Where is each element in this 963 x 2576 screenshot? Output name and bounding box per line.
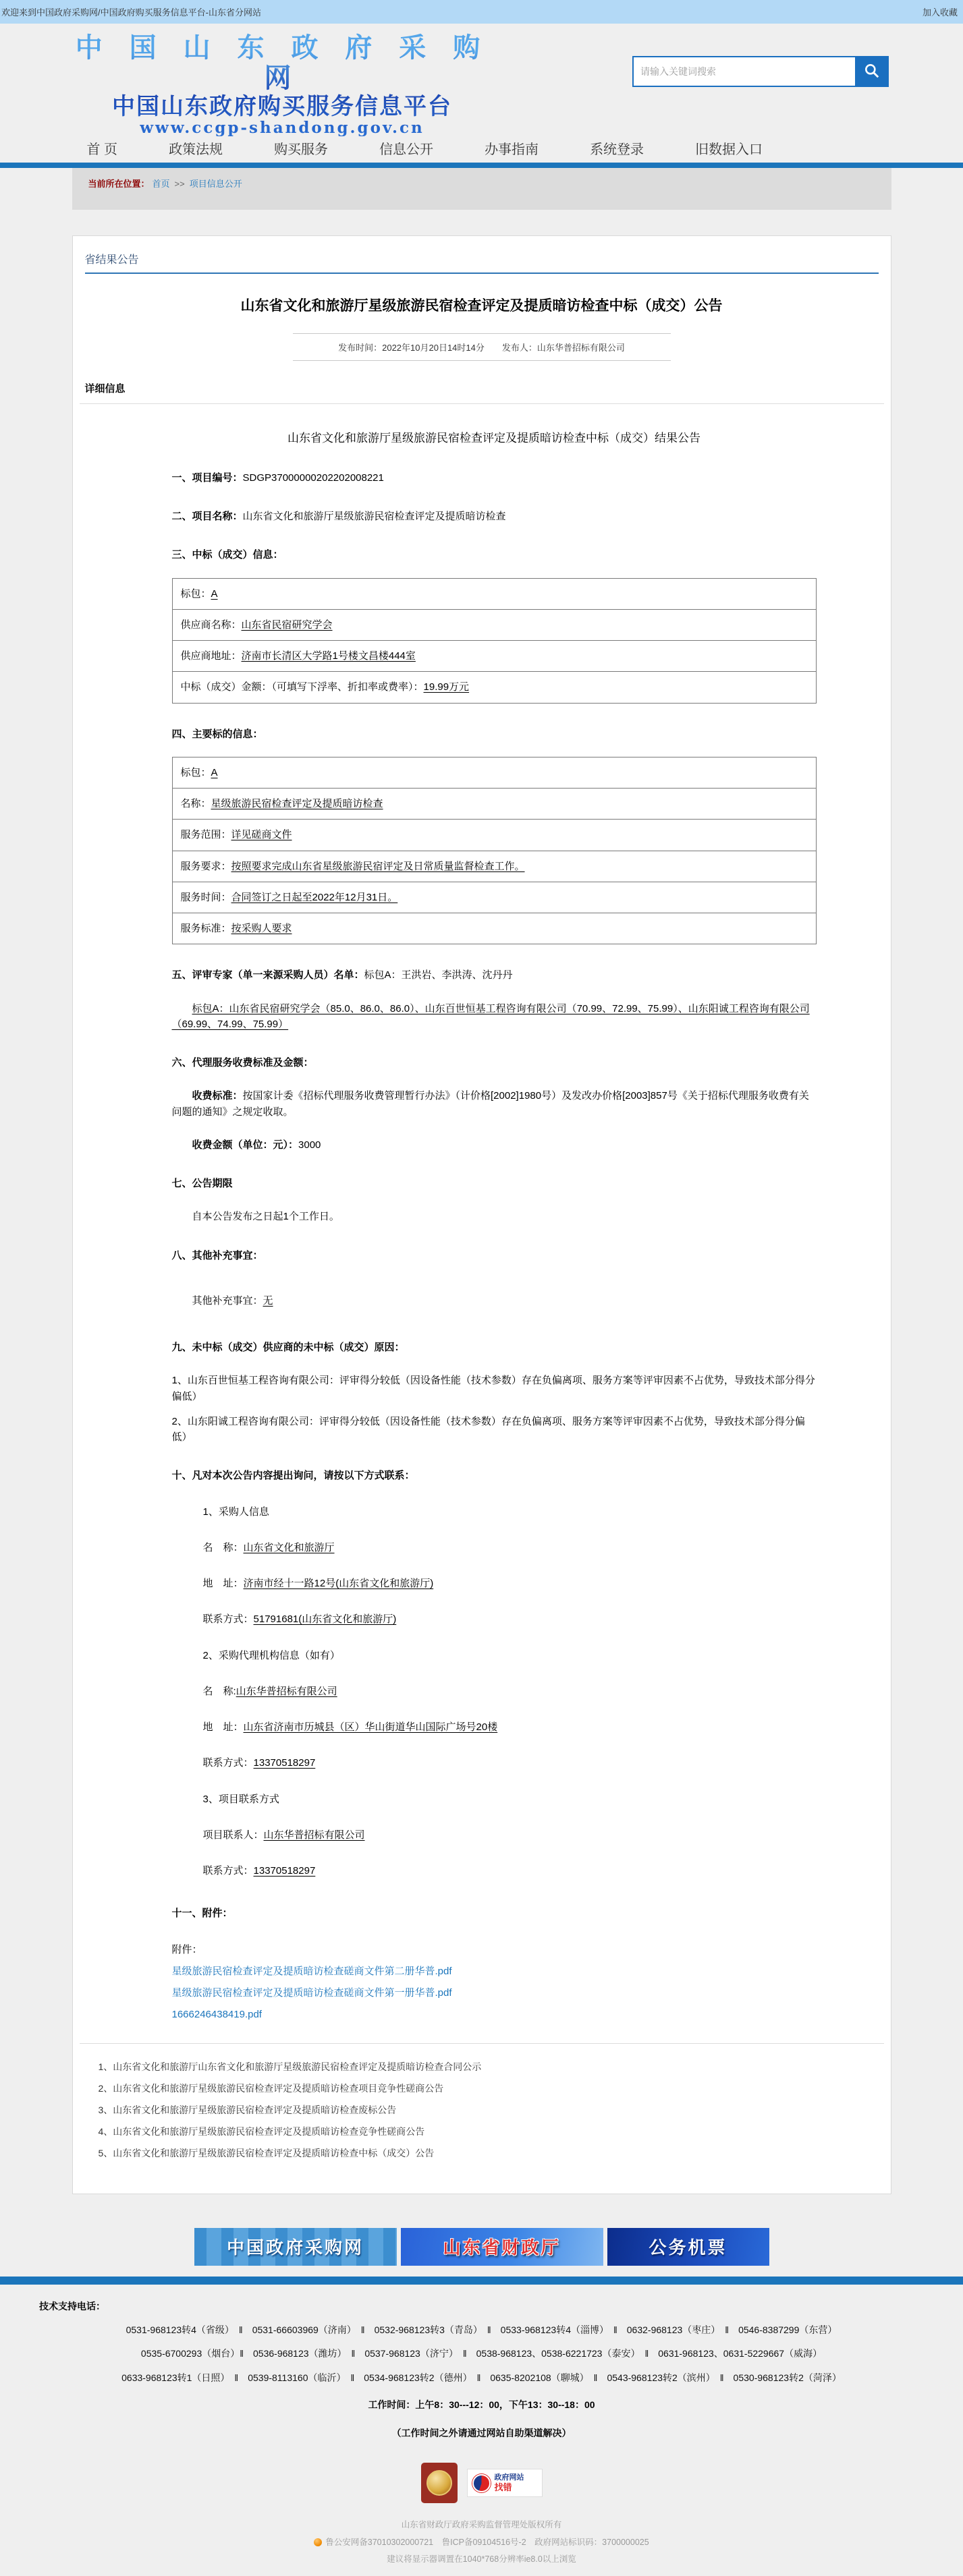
banner-official-ticket[interactable]: 公务机票 [607, 2228, 769, 2266]
table-row: 服务要求：按照要求完成山东省星级旅游民宿评定及日常质量监督检查工作。 [172, 851, 816, 882]
copyright-text: 山东省财政厅政府采购监督管理处版权所有 [401, 2520, 562, 2530]
purchaser-header: 1、采购人信息 [202, 1506, 269, 1518]
other-matters-text: 其他补充事宜：无 [192, 1294, 273, 1307]
subject-info-table [172, 757, 817, 945]
support-phone-row: 0531-968123转4（省级） ‖ 0531-66603969（济南） ‖ 0532-968123转3（青岛） ‖ 0533-968123转4（淄博） ‖ 0632-968123（枣庄） ‖ 0546-8387299（东营） [126, 2324, 837, 2335]
nav-item-info-disclosure[interactable]: 信息公开 [379, 142, 434, 157]
publish-time: 发布时间：2022年10月20日14时14分 [338, 342, 485, 353]
section-header: 省结果公告 [85, 251, 879, 274]
breadcrumb-bar [72, 168, 891, 210]
breadcrumb-home-link[interactable]: 首页 [152, 179, 170, 189]
contact-line: 地 址：山东省济南市历城县（区）华山街道华山国际广场号20楼 [202, 1721, 498, 1734]
table-row: 名称：星级旅游民宿检查评定及提质暗访检查 [172, 789, 816, 820]
related-link[interactable]: 1、山东省文化和旅游厅山东省文化和旅游厅星级旅游民宿检查评定及提质暗访检查合同公示 [98, 2061, 482, 2072]
site-footer [0, 2285, 963, 2576]
related-link[interactable]: 5、山东省文化和旅游厅星级旅游民宿检查评定及提质暗访检查中标（成交）公告 [98, 2147, 435, 2158]
footer-divider-bar [0, 2277, 963, 2285]
attachments-label: 附件： [171, 1943, 202, 1955]
nav-item-old-data[interactable]: 旧数据入口 [695, 142, 763, 157]
contact-line: 联系方式：13370518297 [202, 1757, 316, 1769]
support-phone-row: 0633-968123转1（日照） ‖ 0539-8113160（临沂） ‖ 0534-968123转2（德州） ‖ 0635-8202108（聊城） ‖ 0543-968123转2（滨州） ‖ 0530-968123转2（菏泽） [121, 2372, 842, 2383]
table-row: 标包：A [172, 757, 816, 788]
table-row: 供应商名称：山东省民宿研究学会 [172, 609, 816, 640]
section-attachments: 十一、附件： [171, 1908, 233, 1920]
section-other-matters: 八、其他补充事宜： [171, 1249, 263, 1261]
award-info-table [172, 578, 817, 704]
security-seal-icon [427, 2470, 452, 2496]
section-lose-reasons: 九、未中标（成交）供应商的未中标（成交）原因： [171, 1342, 405, 1354]
search-bar [632, 56, 889, 87]
related-link[interactable]: 3、山东省文化和旅游厅星级旅游民宿检查评定及提质暗访检查废标公告 [98, 2104, 397, 2115]
attachment-link[interactable]: 星级旅游民宿检查评定及提质暗访检查磋商文件第二册华普.pdf [171, 1965, 452, 1977]
project-contact-header: 3、项目联系方式 [202, 1793, 279, 1805]
page-title: 山东省文化和旅游厅星级旅游民宿检查评定及提质暗访检查中标（成交）公告 [240, 298, 723, 314]
breadcrumb [88, 177, 875, 190]
detail-info-label: 详细信息 [84, 382, 126, 395]
section-project-number: 一、项目编号：SDGP37000000202202008221 [171, 471, 384, 484]
table-row: 服务时间：合同签订之日起至2022年12月31日。 [172, 882, 816, 913]
welcome-bar [0, 0, 963, 24]
section-contact: 十、凡对本次公告内容提出询问，请按以下方式联系： [171, 1470, 415, 1482]
publisher: 发布人：山东华普招标有限公司 [501, 342, 625, 353]
contact-line: 联系方式：51791681(山东省文化和旅游厅) [202, 1613, 397, 1626]
supplier-scores: 标包A：山东省民宿研究学会（85.0、86.0、86.0）、山东百世恒基工程咨询有限公司（70.99、72.99、75.99）、山东阳诚工程咨询有限公司（69.99、74.99、75.99） [171, 1002, 810, 1030]
nav-item-system-login[interactable]: 系统登录 [590, 142, 644, 157]
nav-item-purchase-service[interactable]: 购买服务 [274, 142, 329, 157]
logo-title-cn: 中 国 山 东 政 府 采 购 网 [75, 32, 489, 94]
contact-line: 名 称：山东省文化和旅游厅 [202, 1541, 335, 1553]
badge-text-bottom: 找错 [494, 2482, 512, 2493]
main-nav [72, 133, 891, 163]
breadcrumb-separator: >> [174, 179, 185, 189]
fee-amount: 收费金额（单位：元）：3000 [192, 1139, 321, 1151]
contact-line: 地 址：济南市经十一路12号(山东省文化和旅游厅) [202, 1578, 434, 1590]
search-icon [863, 62, 881, 82]
welcome-text: 欢迎来到中国政府采购网/中国政府购买服务信息平台-山东省分网站 [1, 7, 261, 18]
work-time-note: （工作时间之外请通过网站自助渠道解决） [391, 2428, 572, 2439]
gov-site-error-report-badge[interactable] [467, 2469, 543, 2497]
project-name-value: 山东省文化和旅游厅星级旅游民宿检查评定及提质暗访检查 [242, 511, 506, 523]
table-row: 中标（成交）金额：（可填写下浮率、折扣率或费率）：19.99万元 [172, 672, 816, 703]
breadcrumb-label: 当前所在位置： [88, 179, 150, 189]
support-phone-row: 0535-6700293（烟台）‖ 0536-968123（潍坊） ‖ 0537-968123（济宁） ‖ 0538-968123、0538-6221723（泰安） ‖ 0631-968123、0631-5229667（威海） [140, 2348, 823, 2359]
nav-item-guide[interactable]: 办事指南 [485, 142, 539, 157]
publish-meta [293, 333, 671, 361]
purchaser-contact-block [203, 1504, 817, 1879]
partner-banners [0, 2228, 963, 2266]
public-security-badge-icon [314, 2538, 322, 2546]
copyright-block [39, 2518, 924, 2567]
project-number-value: SDGP37000000202202008221 [242, 471, 384, 484]
banner-ccgp[interactable]: 中国政府采购网 [194, 2228, 397, 2266]
browser-note: 建议将显示器调置在1040*768分辨率ie8.0以上浏览 [387, 2554, 576, 2564]
attachment-link[interactable]: 1666246438419.pdf [171, 2009, 262, 2021]
nav-divider-bar [0, 163, 963, 168]
contact-line: 联系方式：13370518297 [202, 1865, 316, 1877]
logo-subtitle-cn: 中国山东政府购买服务信息平台 [112, 92, 452, 120]
agency-header: 2、采购代理机构信息（如有） [202, 1649, 340, 1661]
add-favorite-link[interactable]: 加入收藏 [922, 7, 958, 18]
logo-url: www.ccgp-shandong.gov.cn [140, 118, 424, 137]
related-link[interactable]: 4、山东省文化和旅游厅星级旅游民宿检查评定及提质暗访检查竞争性磋商公告 [98, 2125, 425, 2137]
search-input[interactable] [632, 56, 855, 87]
section-experts: 五、评审专家（单一来源采购人员）名单：标包A：王洪岩、李洪涛、沈丹丹 [171, 969, 513, 981]
article-inner-title: 山东省文化和旅游厅星级旅游民宿检查评定及提质暗访检查中标（成交）结果公告 [287, 431, 700, 445]
table-row: 供应商地址：济南市长清区大学路1号楼文昌楼444室 [172, 641, 816, 672]
table-row: 标包：A [172, 578, 816, 609]
table-row: 服务范围：详见磋商文件 [172, 820, 816, 851]
badge-text-top: 政府网站 [494, 2473, 524, 2482]
table-row: 服务标准：按采购人要求 [172, 913, 816, 944]
work-time: 工作时间：上午8：30---12：00，下午13：30--18：00 [368, 2399, 595, 2411]
section-announce-period: 七、公告期限 [171, 1178, 233, 1190]
banner-shandong-finance[interactable]: 山东省财政厅 [401, 2228, 603, 2266]
related-announcements [73, 2044, 891, 2175]
lose-reason-item: 1、山东百世恒基工程咨询有限公司：评审得分较低（因设备性能（技术参数）存在负偏离项、服务方案等评审因素不占优势，导致技术部分得分偏低） [171, 1375, 815, 1402]
site-logo [73, 33, 491, 136]
beian-line: 鲁公安网备37010302000721 鲁ICP备09104516号-2 政府网站标识码：3700000025 [39, 2536, 924, 2550]
support-phone-label: 技术支持电话： [39, 2300, 105, 2312]
content-panel [72, 235, 891, 2194]
section-award-info: 三、中标（成交）信息： [171, 549, 283, 561]
breadcrumb-current-link[interactable]: 项目信息公开 [189, 179, 242, 189]
nav-item-home[interactable]: 首 页 [86, 142, 118, 157]
contact-line: 名 称:山东华普招标有限公司 [202, 1685, 337, 1697]
attachments-block [172, 1942, 817, 2023]
fee-standard: 收费标准：按国家计委《招标代理服务收费管理暂行办法》（计价格[2002]1980号）及发改办价格[2003]857号《关于招标代理服务收费有关问题的通知》之规定收取。 [171, 1090, 809, 1118]
attachment-link[interactable]: 星级旅游民宿检查评定及提质暗访检查磋商文件第一册华普.pdf [171, 1987, 452, 1999]
search-button[interactable] [855, 56, 889, 87]
section-agency-fee: 六、代理服务收费标准及金额： [171, 1057, 314, 1069]
security-seal-badge[interactable] [421, 2463, 458, 2503]
contact-line: 项目联系人：山东华普招标有限公司 [202, 1829, 365, 1841]
section-subject-info: 四、主要标的信息： [171, 728, 263, 740]
lose-reason-item: 2、山东阳诚工程咨询有限公司：评审得分较低（因设备性能（技术参数）存在负偏离项、服务方案等评审因素不占优势，导致技术部分得分偏低） [171, 1415, 805, 1443]
section-project-name: 二、项目名称：山东省文化和旅游厅星级旅游民宿检查评定及提质暗访检查 [171, 511, 506, 523]
related-link[interactable]: 2、山东省文化和旅游厅星级旅游民宿检查评定及提质暗访检查项目竞争性磋商公告 [98, 2082, 444, 2094]
announcement-article [73, 404, 891, 2043]
gov-site-error-report-icon [472, 2474, 491, 2492]
experts-names: 标包A：王洪岩、李洪涛、沈丹丹 [364, 969, 513, 981]
nav-item-policies[interactable]: 政策法规 [169, 142, 223, 157]
announce-period-text: 自本公告发布之日起1个工作日。 [192, 1211, 339, 1223]
footer-badges [39, 2463, 924, 2503]
site-header [0, 24, 963, 137]
